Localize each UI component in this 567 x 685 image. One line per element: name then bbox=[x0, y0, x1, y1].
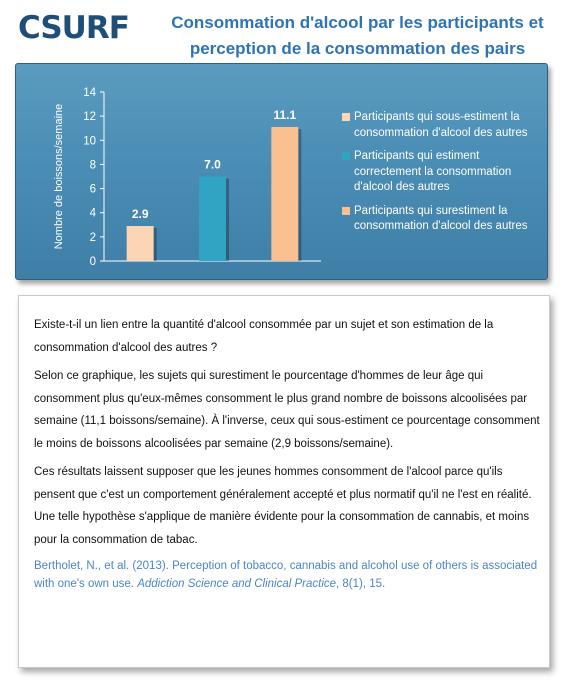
legend-item bbox=[342, 149, 542, 196]
y-axis-label: Nombre de boissons/semaine bbox=[53, 103, 65, 250]
legend-label: Participants qui estiment correctement la consommation d'alcool des autres bbox=[354, 150, 512, 193]
legend-swatch bbox=[342, 207, 350, 215]
y-tick-label: 0 bbox=[89, 256, 96, 268]
y-tick-label: 14 bbox=[83, 87, 96, 99]
legend-label: Participants qui sous-estiment la consommation d'alcool des autres bbox=[354, 111, 528, 139]
y-tick-label: 8 bbox=[89, 159, 96, 172]
citation bbox=[34, 557, 540, 593]
citation-tail: , 8(1), 15. bbox=[336, 578, 386, 590]
bar bbox=[199, 177, 226, 262]
legend-label: Participants qui surestiment la consommation d'alcool des autres bbox=[354, 204, 528, 232]
bar bbox=[271, 127, 298, 261]
data-label: 7.0 bbox=[204, 157, 221, 172]
legend-item bbox=[342, 204, 542, 235]
legend-item bbox=[342, 110, 542, 141]
csurf-logo: CSURF bbox=[18, 10, 129, 46]
chart-legend bbox=[342, 110, 542, 243]
page-title: Consommation d'alcool par les participants et perception de la consommation des pairs bbox=[171, 13, 544, 58]
chart-panel bbox=[15, 63, 548, 280]
y-tick-label: 6 bbox=[89, 183, 96, 196]
legend-swatch bbox=[342, 113, 350, 121]
y-tick-label: 2 bbox=[89, 231, 96, 244]
legend-swatch bbox=[342, 152, 350, 160]
text-panel bbox=[18, 295, 550, 668]
bar bbox=[127, 226, 154, 261]
paragraph-interpretation: Ces résultats laissent supposer que les jeunes hommes consomment de l'alcool parce qu'ils pensent que c'est un comportement généralement accepté et plus normatif qu'il ne l'est en réalité. Une telle hypothèse s'applique de manière évidente pour la consommation de cannabis, et moins pour la consommation de tabac. bbox=[34, 466, 532, 546]
paragraph-results: Selon ce graphique, les sujets qui surestiment le pourcentage d'hommes de leur âge qui consomment plus qu'eux-mêmes consomment le plus grand nombre de boissons alcoolisées par semaine (11,1 boissons/semaine). À l'inverse, ceux qui sous-estiment ce pourcentage consomment le moins de boissons alcoolisées par semaine (2,9 boissons/semaine). bbox=[34, 370, 540, 450]
y-tick-label: 12 bbox=[83, 111, 96, 124]
citation-journal: Addiction Science and Clinical Practice bbox=[137, 578, 337, 590]
y-tick-label: 10 bbox=[83, 135, 96, 148]
data-label: 2.9 bbox=[131, 206, 149, 221]
citation-main: Bertholet, N., et al. (2013). Perception of tobacco, cannabis and alcohol use of others is associated with one's own use. bbox=[34, 560, 538, 590]
data-label: 11.1 bbox=[273, 108, 297, 123]
y-tick-label: 4 bbox=[89, 207, 96, 220]
paragraph-question: Existe-t-il un lien entre la quantité d'alcool consommée par un sujet et son estimation de la consommation d'alcool des autres ? bbox=[34, 319, 494, 354]
